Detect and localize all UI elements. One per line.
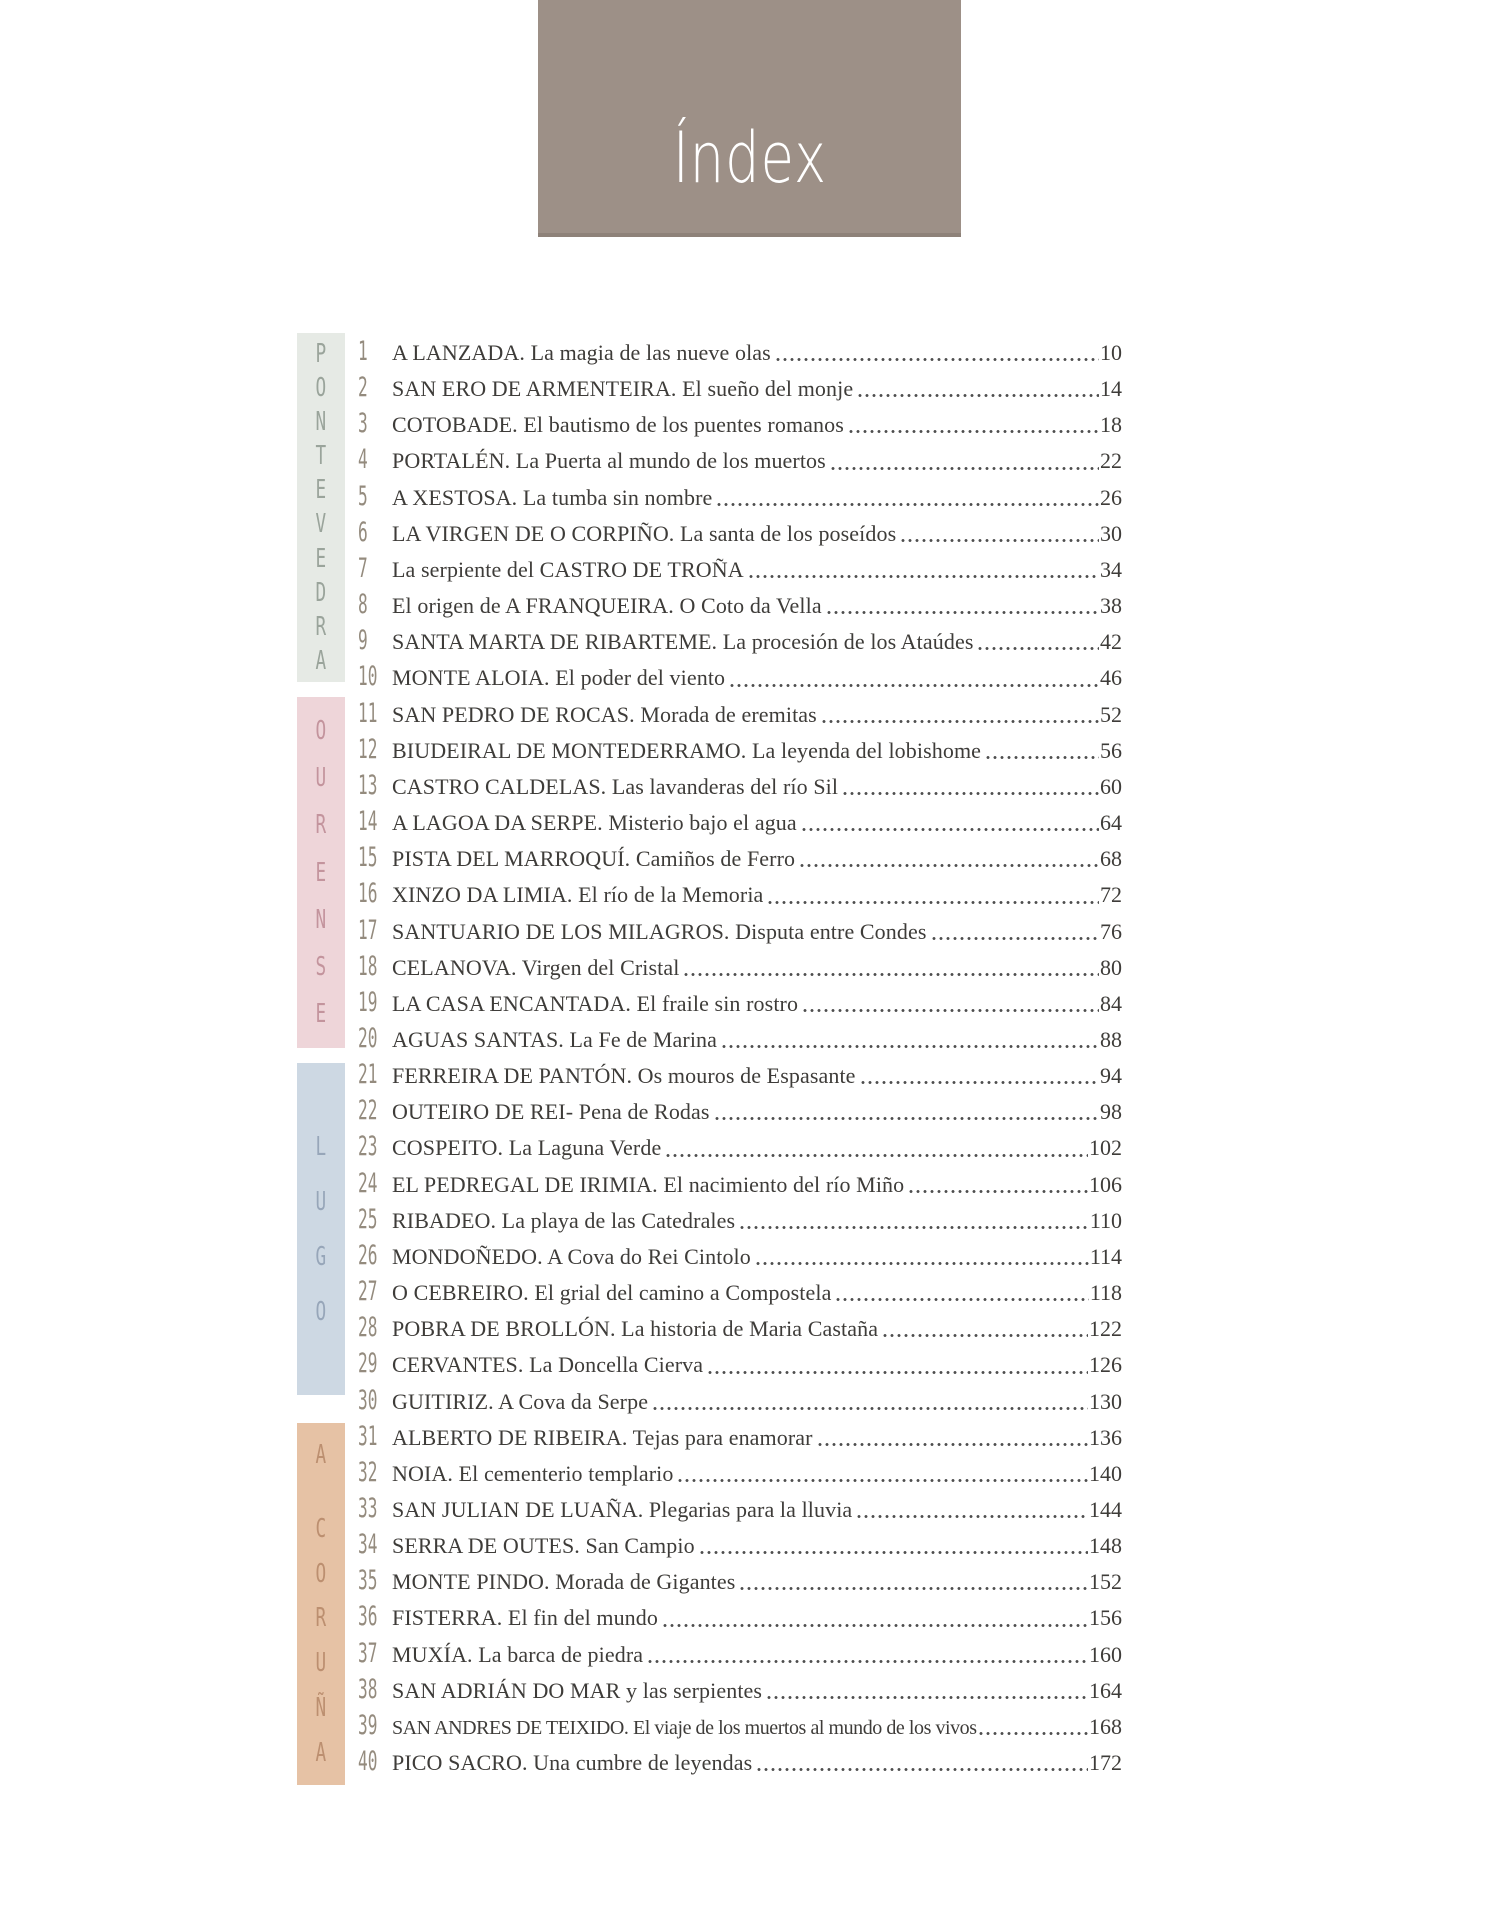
dot-leader [722, 1044, 1099, 1049]
entry-number: 6 [358, 517, 368, 548]
band-letter: O [315, 1296, 327, 1327]
entry-number: 19 [358, 987, 378, 1018]
dot-leader [901, 538, 1099, 543]
entry-page-number: 98 [1100, 1099, 1122, 1125]
band-letter: R [315, 1603, 327, 1634]
province-band-lugo [297, 1063, 345, 1395]
entry-number: 32 [358, 1457, 378, 1488]
entry-title: PORTALÉN. La Puerta al mundo de los muertos [392, 448, 826, 474]
dot-leader [822, 719, 1099, 724]
entry-page-number: 88 [1100, 1026, 1122, 1052]
toc-entry-row [358, 1419, 1122, 1455]
toc-entry-row [358, 1636, 1122, 1672]
entry-title: LA CASA ENCANTADA. El fraile sin rostro [392, 990, 799, 1016]
entry-page-number: 72 [1100, 882, 1122, 908]
dot-leader [678, 1478, 1088, 1483]
entry-page-number: 60 [1100, 773, 1122, 799]
entry-page-number: 52 [1100, 701, 1122, 727]
band-letter: P [315, 339, 327, 370]
entry-number: 14 [358, 806, 378, 837]
entry-title: SAN ANDRES DE TEIXIDO. El viaje de los muertos al mundo de los vivos [392, 1716, 977, 1739]
entry-number: 16 [358, 878, 378, 910]
entry-title: O CEBREIRO. El grial del camino a Compostela [392, 1280, 832, 1306]
toc-entry-row [358, 1057, 1122, 1093]
toc-entry-row [358, 804, 1122, 840]
dot-leader [802, 827, 1099, 832]
band-letter: V [315, 509, 327, 540]
entry-number: 26 [358, 1240, 378, 1271]
band-letter: R [315, 611, 327, 642]
dot-leader [986, 755, 1099, 760]
entry-page-number: 68 [1100, 846, 1122, 872]
dot-leader [776, 357, 1099, 362]
entry-number: 34 [358, 1529, 378, 1561]
entry-page-number: 30 [1100, 520, 1122, 546]
entry-title: NOIA. El cementerio templario [392, 1460, 674, 1486]
toc-entry-row [358, 406, 1122, 442]
entry-title: PISTA DEL MARROQUÍ. Camiños de Ferro [392, 846, 796, 872]
band-letter: U [315, 763, 327, 794]
province-band-pontevedra [297, 333, 345, 682]
entry-number: 9 [358, 625, 368, 657]
band-letter: O [315, 373, 327, 404]
entry-title: SAN JULIAN DE LUAÑA. Plegarias para la lluvia [392, 1497, 853, 1522]
entry-page-number: 38 [1100, 593, 1122, 619]
entry-title: A XESTOSA. La tumba sin nombre [392, 484, 713, 510]
entry-title: ALBERTO DE RIBEIRA. Tejas para enamorar [392, 1424, 813, 1450]
entry-page-number: 122 [1089, 1316, 1122, 1342]
dot-leader [740, 1586, 1088, 1591]
entry-number: 17 [358, 914, 378, 946]
dot-leader [932, 936, 1099, 941]
entry-number: 24 [358, 1167, 378, 1199]
entry-title: La serpiente del CASTRO DE TROÑA [392, 556, 744, 582]
band-letter: L [315, 1131, 327, 1162]
entry-page-number: 160 [1089, 1641, 1122, 1667]
entry-title: SERRA DE OUTES. San Campio [392, 1533, 695, 1559]
entry-page-number: 42 [1100, 629, 1122, 655]
entry-number: 29 [358, 1348, 378, 1380]
toc-entry-row [358, 985, 1122, 1021]
dot-leader [715, 1116, 1099, 1121]
dot-leader [768, 900, 1099, 905]
band-letter: U [315, 1648, 327, 1679]
dot-leader [883, 1333, 1088, 1338]
band-letter: T [315, 441, 327, 472]
entry-title: SANTA MARTA DE RIBARTEME. La procesión de los Ataúdes [392, 629, 974, 655]
band-letter: D [315, 577, 327, 608]
dot-leader [666, 1153, 1088, 1158]
entry-title: A LANZADA. La magia de las nueve olas [392, 340, 771, 365]
dot-leader [740, 1225, 1089, 1230]
entry-page-number: 164 [1089, 1677, 1122, 1703]
band-letter: N [315, 904, 327, 935]
toc-entry-row [358, 1672, 1122, 1708]
entry-page-number: 118 [1089, 1280, 1122, 1306]
entry-number: 18 [358, 950, 378, 982]
entry-number: 15 [358, 842, 378, 874]
entry-page-number: 168 [1089, 1713, 1122, 1739]
band-letter: E [315, 475, 327, 506]
entry-number: 35 [358, 1565, 378, 1597]
toc-entry-row [358, 370, 1122, 406]
toc-entry-row [358, 442, 1122, 478]
toc-entry-row [358, 623, 1122, 659]
entry-number: 39 [358, 1710, 378, 1741]
dot-leader [663, 1623, 1088, 1628]
band-letter: E [315, 857, 327, 888]
dot-leader [757, 1767, 1088, 1772]
entry-page-number: 22 [1100, 448, 1122, 474]
entry-page-number: 144 [1089, 1497, 1122, 1522]
entry-page-number: 94 [1100, 1063, 1122, 1089]
dot-leader [653, 1406, 1088, 1411]
toc-entry-row [358, 949, 1122, 985]
toc-entry-row [358, 1021, 1122, 1057]
toc-entry-row [358, 1238, 1122, 1274]
entry-page-number: 110 [1089, 1207, 1122, 1233]
entry-title: FERREIRA DE PANTÓN. Os mouros de Espasante [392, 1063, 856, 1089]
dot-leader [861, 1080, 1099, 1085]
entry-title: CASTRO CALDELAS. Las lavanderas del río Sil [392, 773, 839, 799]
band-letter: G [315, 1241, 327, 1272]
toc-entry-row [358, 840, 1122, 876]
band-letter: Ñ [315, 1693, 327, 1724]
band-letter: A [315, 645, 327, 676]
dot-leader [767, 1695, 1088, 1700]
toc-entry-row [358, 1129, 1122, 1165]
entry-number: 31 [358, 1421, 378, 1452]
toc-entry-row [358, 1491, 1122, 1527]
band-letter: E [315, 998, 327, 1029]
dot-leader [857, 1514, 1088, 1519]
entry-page-number: 172 [1089, 1750, 1122, 1776]
band-letter: U [315, 1186, 327, 1217]
entry-page-number: 130 [1089, 1388, 1122, 1414]
entry-page-number: 76 [1100, 918, 1122, 944]
entry-page-number: 64 [1100, 810, 1122, 836]
entry-number: 1 [358, 336, 368, 367]
entry-page-number: 26 [1100, 484, 1122, 510]
band-letter: O [315, 1558, 327, 1589]
toc-entry-row [358, 1202, 1122, 1238]
toc-list [358, 334, 1122, 1780]
page-title: Índex [672, 117, 827, 199]
dot-leader [909, 1189, 1088, 1194]
toc-entry-row [358, 334, 1122, 370]
toc-entry-row [358, 551, 1122, 587]
toc-entry-row [358, 913, 1122, 949]
dot-leader [749, 574, 1099, 579]
entry-page-number: 136 [1089, 1424, 1122, 1450]
entry-page-number: 106 [1089, 1171, 1122, 1197]
band-letter: E [315, 543, 327, 574]
toc-entry-row [358, 1563, 1122, 1599]
dot-leader [803, 1008, 1099, 1013]
entry-page-number: 80 [1100, 954, 1122, 980]
entry-title: AGUAS SANTAS. La Fe de Marina [392, 1026, 717, 1052]
entry-number: 33 [358, 1493, 378, 1524]
dot-leader [979, 1731, 1088, 1736]
entry-title: El origen de A FRANQUEIRA. O Coto da Vella [392, 593, 822, 619]
entry-number: 3 [358, 408, 368, 440]
entry-number: 37 [358, 1637, 378, 1669]
toc-entry-row [358, 1166, 1122, 1202]
entry-page-number: 126 [1089, 1352, 1122, 1378]
entry-number: 38 [358, 1674, 378, 1705]
entry-page-number: 148 [1089, 1533, 1122, 1559]
toc-entry-row [358, 1093, 1122, 1129]
band-letter: S [315, 951, 327, 982]
entry-number: 36 [358, 1601, 378, 1633]
entry-page-number: 10 [1100, 340, 1122, 365]
entry-title: MUXÍA. La barca de piedra [392, 1641, 644, 1667]
entry-title: MONDOÑEDO. A Cova do Rei Cintolo [392, 1243, 751, 1269]
entry-title: RIBADEO. La playa de las Catedrales [392, 1207, 736, 1233]
toc-entry-row [358, 515, 1122, 551]
entry-title: LA VIRGEN DE O CORPIÑO. La santa de los poseídos [392, 520, 897, 546]
toc-entry-row [358, 587, 1122, 623]
entry-title: MONTE ALOIA. El poder del viento [392, 665, 726, 691]
toc-entry-row [358, 1708, 1122, 1744]
entry-number: 11 [358, 697, 378, 729]
dot-leader [717, 502, 1099, 507]
province-band-ourense [297, 697, 345, 1048]
entry-title: PICO SACRO. Una cumbre de leyendas [392, 1750, 753, 1776]
province-band-a-coruña [297, 1423, 345, 1785]
dot-leader [756, 1261, 1089, 1266]
entry-page-number: 140 [1089, 1460, 1122, 1486]
entry-title: A LAGOA DA SERPE. Misterio bajo el agua [392, 810, 797, 836]
entry-title: COTOBADE. El bautismo de los puentes romanos [392, 412, 844, 438]
entry-title: SANTUARIO DE LOS MILAGROS. Disputa entre Condes [392, 918, 927, 944]
entry-number: 20 [358, 1023, 378, 1054]
entry-title: POBRA DE BROLLÓN. La historia de Maria Castaña [392, 1316, 879, 1342]
entry-page-number: 84 [1100, 990, 1122, 1016]
toc-entry-row [358, 768, 1122, 804]
dot-leader [827, 610, 1099, 615]
dot-leader [836, 1297, 1088, 1302]
entry-title: MONTE PINDO. Morada de Gigantes [392, 1569, 736, 1595]
entry-title: CELANOVA. Virgen del Cristal [392, 954, 680, 980]
entry-page-number: 156 [1089, 1605, 1122, 1631]
entry-number: 13 [358, 770, 378, 801]
entry-title: BIUDEIRAL DE MONTEDERRAMO. La leyenda del lobishome [392, 737, 982, 763]
entry-number: 8 [358, 589, 368, 621]
band-letter: A [315, 1439, 327, 1470]
entry-page-number: 46 [1100, 665, 1122, 691]
entry-number: 4 [358, 444, 368, 476]
band-letter: R [315, 810, 327, 841]
entry-number: 10 [358, 661, 378, 693]
dot-leader [978, 646, 1099, 651]
entry-page-number: 18 [1100, 412, 1122, 438]
entry-page-number: 34 [1100, 556, 1122, 582]
band-letter: A [315, 1738, 327, 1768]
dot-leader [730, 683, 1099, 688]
entry-number: 28 [358, 1312, 378, 1344]
entry-title: SAN ERO DE ARMENTEIRA. El sueño del monje [392, 376, 854, 402]
entry-number: 12 [358, 734, 378, 765]
toc-entry-row [358, 876, 1122, 912]
entry-number: 40 [358, 1746, 378, 1778]
toc-entry-row [358, 1310, 1122, 1346]
dot-leader [700, 1550, 1088, 1555]
toc-entry-row [358, 1744, 1122, 1780]
entry-title: SAN ADRIÁN DO MAR y las serpientes [392, 1677, 763, 1703]
entry-number: 21 [358, 1059, 378, 1091]
dot-leader [648, 1659, 1088, 1664]
entry-page-number: 152 [1089, 1569, 1122, 1595]
entry-number: 23 [358, 1131, 378, 1163]
entry-title: SAN PEDRO DE ROCAS. Morada de eremitas [392, 701, 817, 727]
dot-leader [708, 1370, 1088, 1375]
toc-entry-row [358, 479, 1122, 515]
entry-title: CERVANTES. La Doncella Cierva [392, 1352, 704, 1378]
entry-number: 5 [358, 480, 368, 512]
entry-title: COSPEITO. La Laguna Verde [392, 1135, 662, 1161]
toc-entry-row [358, 696, 1122, 732]
entry-page-number: 14 [1100, 376, 1122, 402]
entry-number: 25 [358, 1204, 378, 1235]
entry-number: 30 [358, 1384, 378, 1416]
entry-number: 2 [358, 372, 368, 404]
entry-title: XINZO DA LIMIA. El río de la Memoria [392, 882, 764, 908]
toc-entry-row [358, 732, 1122, 768]
dot-leader [684, 972, 1099, 977]
toc-entry-row [358, 1274, 1122, 1310]
entry-number: 27 [358, 1276, 378, 1307]
entry-number: 7 [358, 553, 368, 584]
dot-leader [800, 863, 1099, 868]
entry-title: EL PEDREGAL DE IRIMIA. El nacimiento del río Miño [392, 1171, 905, 1197]
dot-leader [858, 393, 1099, 398]
band-letter: O [315, 716, 327, 747]
entry-number: 22 [358, 1095, 378, 1127]
entry-title: FISTERRA. El fin del mundo [392, 1605, 658, 1631]
band-letter: C [315, 1513, 327, 1544]
entry-title: OUTEIRO DE REI- Pena de Rodas [392, 1099, 710, 1125]
dot-leader [849, 429, 1099, 434]
entry-page-number: 56 [1100, 737, 1122, 763]
toc-entry-row [358, 1527, 1122, 1563]
toc-entry-row [358, 659, 1122, 695]
band-letter: N [315, 407, 327, 438]
entry-page-number: 114 [1089, 1243, 1122, 1269]
index-title-box [538, 0, 961, 237]
toc-entry-row [358, 1346, 1122, 1382]
dot-leader [843, 791, 1099, 796]
toc-entry-row [358, 1599, 1122, 1635]
dot-leader [818, 1442, 1088, 1447]
dot-leader [831, 466, 1099, 471]
entry-page-number: 102 [1089, 1135, 1122, 1161]
toc-entry-row [358, 1455, 1122, 1491]
entry-title: GUITIRIZ. A Cova da Serpe [392, 1388, 649, 1414]
toc-entry-row [358, 1383, 1122, 1419]
